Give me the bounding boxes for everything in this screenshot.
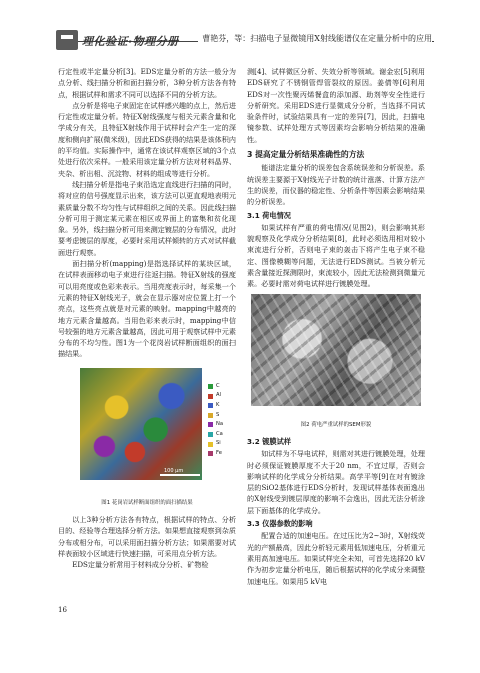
figure-2-caption: 图2 荷电严重试样的SEM形貌 — [300, 421, 372, 428]
figure-1-legend — [208, 382, 236, 459]
legend-item-si — [208, 439, 236, 449]
legend-swatch — [208, 384, 213, 389]
legend-swatch — [208, 394, 213, 399]
legend-item-al — [208, 391, 236, 401]
legend-item-s — [208, 411, 236, 421]
legend-swatch — [208, 422, 213, 427]
left-paragraph-6: EDS定量分析常用于材料成分分析、矿物检 — [72, 560, 209, 570]
section-3-heading: 3 提高定量分析结果准确性的方法 — [247, 150, 365, 160]
figure-1-scale-bar — [160, 474, 200, 476]
left-paragraph-1: 行定性或半定量分析[3]。EDS定量分析的方法一般分为点分析、线扫描分析和面扫描分析，3种分析方法各有特点，根据试样和需求不同可以选择不同的分析方法。 — [58, 67, 236, 99]
right-paragraph-4: 如试样为不导电试样，则需对其进行镀膜处理，处理时必须保证镀膜厚度不大于20 nm，不宜过厚，否则会影响试样的化学成分分析结果。高学平等[9]在对有镀涂层的SiO2基体进行EDS分析时，发现试样基体表面逸出的X射线受到镀层厚度的影响不会逸出，因此无法分析涂层下面基体的化学成分。 — [247, 449, 425, 515]
page-header — [0, 30, 480, 52]
figure-1 — [58, 364, 236, 496]
legend-label: C — [216, 382, 220, 389]
right-column — [247, 66, 425, 587]
legend-label: K — [216, 401, 220, 408]
legend-swatch — [208, 432, 213, 437]
legend-label: S — [216, 411, 220, 418]
legend-label: Al — [216, 392, 221, 399]
page-number: 16 — [58, 606, 67, 614]
legend-item-c — [208, 382, 236, 392]
legend-label: Ca — [216, 430, 223, 437]
journal-logo-icon — [56, 30, 78, 50]
right-paragraph-1: 测[4]、试样微区分析、失效分析等领域。谢金宏[5]利用EDS研究了不锈钢管焊管裂纹的原因。姜倩等[6]利用EDS对一次性聚丙烯餐盒的添加源、助剂等安全性进行分析研究。采用EDS进行显微成分分析，当选择不同试验条件时，试验结果具有一定的差异[7]，因此，扫描电镜参数、试样处理方式等因素均会影响分析结果的准确性。 — [247, 67, 425, 144]
running-head: 曹艳芬，等：扫描电子显微镜用X射线能谱仪在定量分析中的应用 — [198, 33, 432, 44]
right-paragraph-5: 配置合适的加速电压。在过压比为2~3时，X射线荧光的产额最高，因此分析轻元素用低加速电压，分析重元素用高加速电压。如果试样完全未知，可首先选择20 kV作为初步定量分析电压，随后根据试样的化学成分来调整加速电压。如果用5 kV电 — [247, 531, 425, 586]
legend-item-k — [208, 401, 236, 411]
legend-label: Na — [216, 421, 224, 428]
figure-1-caption: 图1 花岗岩试样断面组织的面扫描结果 — [101, 499, 193, 506]
right-paragraph-3: 如果试样有严重的荷电情况(见图2)，则会影响其形貌观察及化学成分分析结果[8]，此时必须选用相对较小束流进行分析，否则电子束的轰击下将产生电子束不稳定、图像模糊等问题，无法进行EDS测试。当被分析元素含量接近探测限时，束流较小，因此无法检测到微量元素。必要时需对荷电试样进行镀膜处理。 — [247, 222, 425, 289]
journal-logo — [56, 30, 179, 50]
left-paragraph-4: 面扫描分析(mapping)是指选择试样的某块区域，在试样表面移动电子束进行往返扫描。特征X射线的强度可以用亮度或色彩来表示。当用亮度表示时，每采集一个元素的特征X射线光子，就会在显示器对应位置上打一个亮点，这些亮点就是对元素的映射。mapping中越亮的地方元素含量越高。当用色彩来表示时，mapping中信号较强的地方元素含量越高，因此可用于观察试样中元素分布的不均匀性。图1为一个花岗岩试样断面组织的面扫描结果。 — [58, 259, 236, 359]
figure-2-sem-image — [251, 294, 421, 406]
left-paragraph-3: 线扫描分析是指电子束沿选定直线进行扫描的同时，将对应的信号强度显示出来，该方法可以更直观地表明元素质量分数不均匀性与试样组织之间的关系。因此线扫描分析可用于测定某元素在相区或界面上的富集和贫化现象。另外，线扫描分析可用来测定镀层的分布情况，此时要考虑镀层的厚度，必要时采用试样倾转的方式对试样截面进行观察。 — [58, 179, 236, 257]
journal-logo-text: 理化验证·物理分册 — [82, 35, 179, 48]
figure-2 — [247, 294, 425, 418]
left-paragraph-5: 以上3种分析方法各有特点，根据试样的特点、分析目的、经验等合理选择分析方法。如果想直接观察到杂质分布或相分布，可以采用面扫描分析方法；如果需要对试样表面较小区域进行快速扫描，可采用点分析方法。 — [58, 515, 236, 558]
section-3-1-heading: 3.1 荷电情况 — [247, 210, 291, 220]
left-paragraph-2: 点分析是将电子束固定在试样感兴趣的点上，然后进行定性或定量分析。特征X射线强度与相关元素含量和化学成分有关，且特征X射线作用于试样时会产生一定的深度和侧向扩展(微米级)，因此EDS获得的结果是该体积内的平均值。实际操作中，通常在该试样观察区域的3个点处进行依次采样。一般采用该定量分析方法对材料晶界、夹杂、析出相、沉淀物、材料的组成等进行分析。 — [58, 100, 236, 178]
legend-item-ca — [208, 430, 236, 440]
legend-item-fe — [208, 449, 236, 459]
figure-1-mapping-image — [80, 368, 202, 480]
legend-swatch — [208, 413, 213, 418]
section-3-3-heading: 3.3 仪器参数的影响 — [247, 519, 313, 529]
section-3-2-heading: 3.2 镀膜试样 — [247, 436, 291, 446]
figure-1-scale-label: 100 μm — [164, 467, 184, 474]
legend-swatch — [208, 451, 213, 456]
legend-swatch — [208, 403, 213, 408]
legend-label: Fe — [216, 449, 222, 456]
right-paragraph-2: 能谱法定量分析的误差包含系统误差和分析误差。系统误差主要源于X射线光子计数的统计涨落、计算方法产生的误差，而仪器的稳定性、分析条件等因素会影响结果的分析误差。 — [247, 163, 425, 207]
left-column — [58, 66, 236, 571]
legend-swatch — [208, 442, 213, 447]
legend-item-na — [208, 420, 236, 430]
legend-label: Si — [216, 440, 221, 447]
